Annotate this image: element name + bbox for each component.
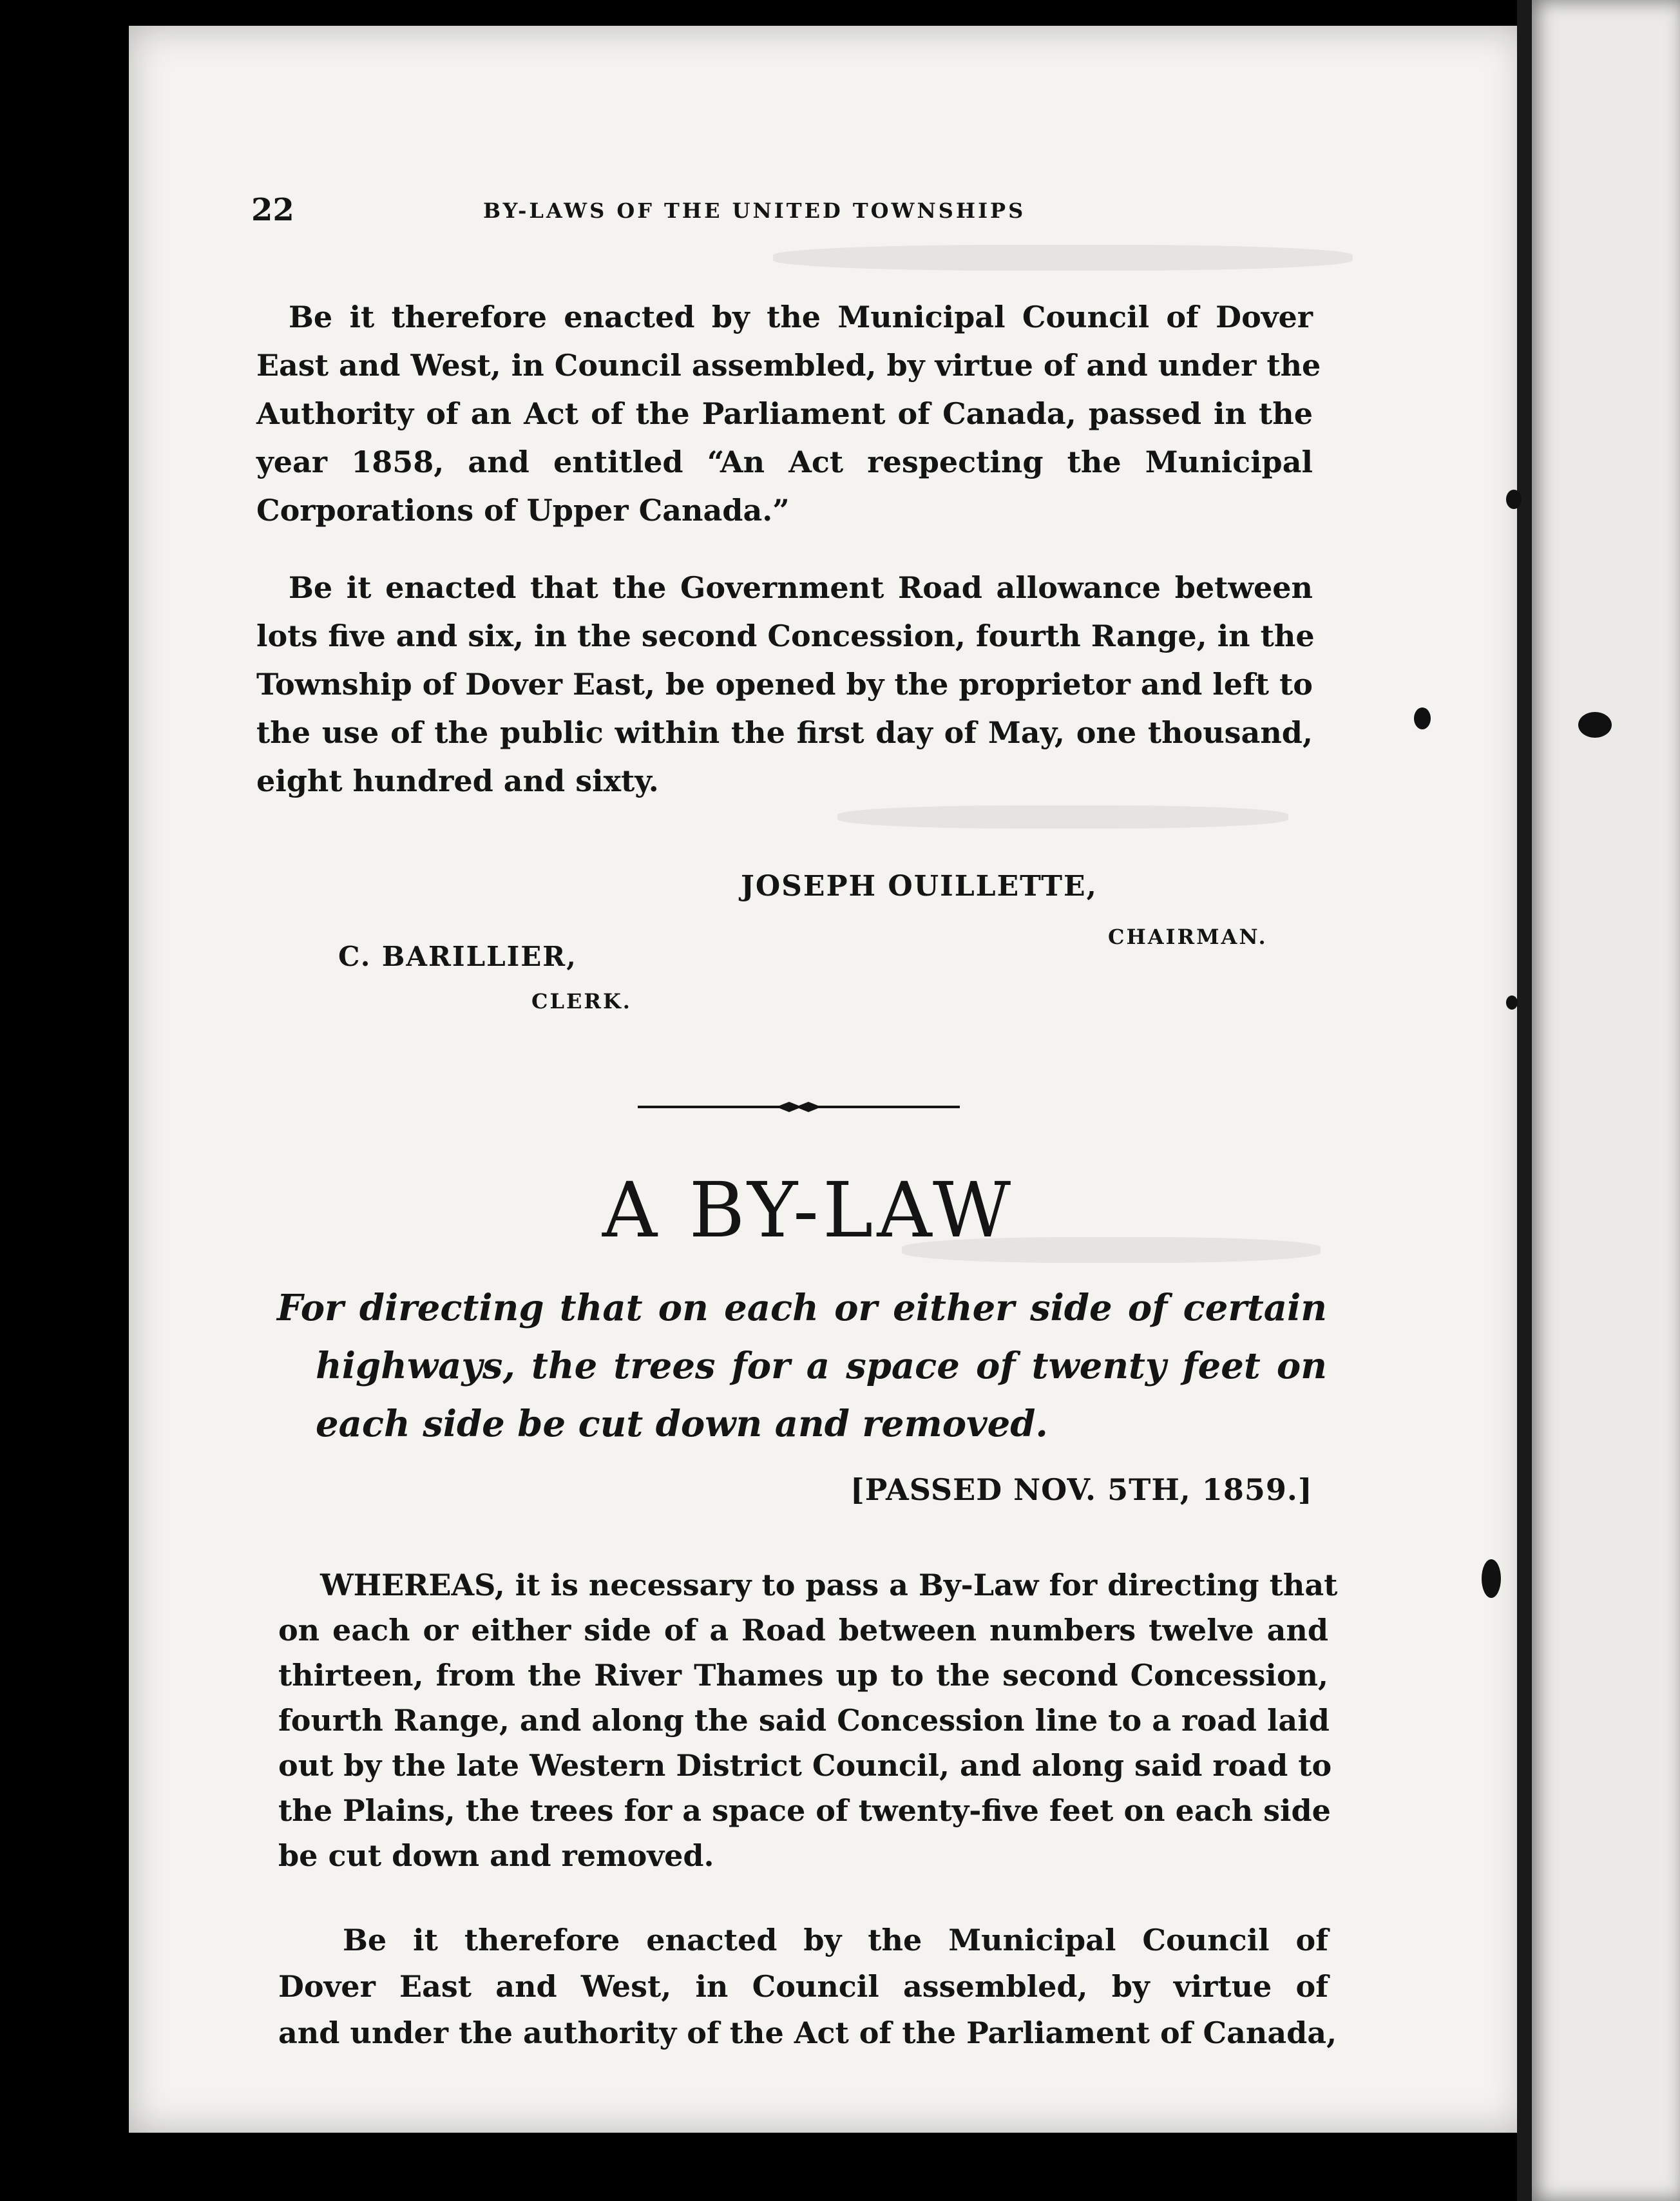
text-line: Authority of an Act of the Parliament of Canada, passed in the (256, 396, 1313, 431)
text-line: and under the authority of the Act of the Parliament of Canada, (278, 2015, 1337, 2050)
binding-speck (1578, 712, 1612, 738)
clerk-signature: C. BARILLIER, (338, 941, 577, 972)
text-line: on each or either side of a Road between numbers twelve and (278, 1613, 1328, 1648)
text-line: Dover East and West, in Council assembled, by virtue of (278, 1969, 1328, 2004)
section-divider (638, 1099, 960, 1115)
text-line: year 1858, and entitled “An Act respecting the Municipal (256, 445, 1313, 479)
text-line: fourth Range, and along the said Concession line to a road laid (278, 1703, 1330, 1738)
enacting-paragraph (256, 293, 1321, 535)
subtitle-line: each side be cut down and removed. (316, 1403, 1048, 1445)
chairman-signature: JOSEPH OUILLETTE, (741, 870, 1098, 903)
passed-date: [PASSED NOV. 5TH, 1859.] (850, 1472, 1313, 1507)
clerk-title: CLERK. (531, 989, 632, 1014)
subtitle-line: For directing that on each or either side of certain (277, 1287, 1327, 1329)
binding-speck (1414, 707, 1431, 729)
text-line: eight hundred and sixty. (256, 764, 659, 798)
enacting-paragraph-bylaw (278, 1917, 1337, 2056)
text-line: the use of the public within the first day of May, one thousand, (256, 715, 1313, 750)
text-line: the Plains, the trees for a space of twenty-five feet on each side (278, 1793, 1331, 1828)
subtitle-line: highways, the trees for a space of twenty feet on (316, 1345, 1327, 1387)
text-line: lots five and six, in the second Concession, fourth Range, in the (256, 619, 1315, 653)
text-line: Be it therefore enacted by the Municipal Council of Dover (289, 300, 1313, 334)
text-line: Be it enacted that the Government Road allowance between (289, 570, 1313, 605)
text-line: be cut down and removed. (278, 1838, 714, 1873)
page-number: 22 (251, 192, 294, 228)
text-line: WHEREAS, it is necessary to pass a By-Law for directing that (320, 1568, 1338, 1602)
binding-speck (1506, 995, 1518, 1010)
text-line: Township of Dover East, be opened by the proprietor and left to (256, 667, 1313, 702)
chairman-title: CHAIRMAN. (1108, 925, 1268, 949)
binding-speck (1482, 1559, 1501, 1598)
text-line: Be it therefore enacted by the Municipal Council of (343, 1923, 1328, 1957)
page-header (251, 192, 1475, 231)
bylaw-subtitle (277, 1279, 1327, 1453)
text-line: thirteen, from the River Thames up to the second Concession, (278, 1658, 1328, 1693)
text-line: Corporations of Upper Canada.” (256, 493, 790, 528)
text-line: East and West, in Council assembled, by virtue of and under the (256, 348, 1321, 383)
running-head: BY-LAWS OF THE UNITED TOWNSHIPS (483, 198, 1026, 223)
binding-speck (1506, 490, 1522, 509)
bleed-through-smudge (837, 805, 1288, 829)
bleed-through-smudge (773, 245, 1353, 271)
adjacent-page-edge (1532, 0, 1680, 2201)
whereas-paragraph (278, 1562, 1338, 1878)
text-line: out by the late Western District Council, and along said road to (278, 1748, 1332, 1783)
road-allowance-paragraph (256, 564, 1313, 805)
bylaw-heading: A BY-LAW (602, 1166, 1015, 1254)
